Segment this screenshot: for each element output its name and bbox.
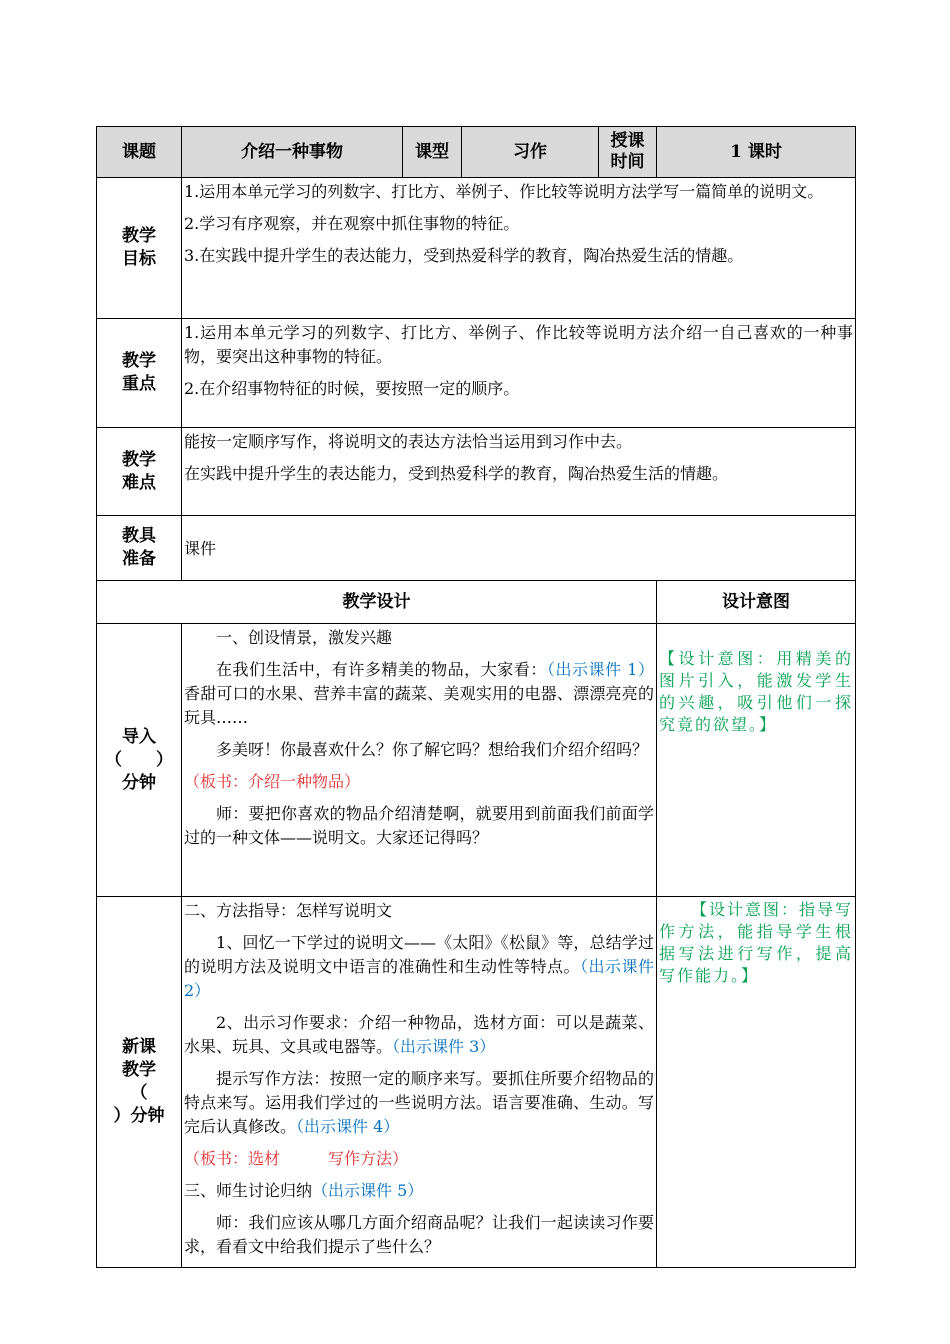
tools-label xyxy=(97,516,182,581)
lesson-plan-table xyxy=(96,126,856,1268)
intro-intent: 【设计意图：用精美的图片引入，能激发学生的兴趣，吸引他们一探究竟的欲望。】 xyxy=(657,624,856,897)
intro-label-2: （ ） xyxy=(105,749,173,770)
goals-label-2: 目标 xyxy=(122,249,156,269)
new-lesson-board-note: （板书：选材 写作方法） xyxy=(184,1149,409,1168)
intro-content xyxy=(182,624,657,897)
new-lesson-label xyxy=(97,897,182,1268)
difficulty-item: 在实践中提升学生的表达能力，受到热爱科学的教育，陶冶热爱生活的情趣。 xyxy=(184,464,729,483)
topic-label: 课题 xyxy=(97,127,182,178)
difficulties-content xyxy=(182,428,856,516)
difficulty-item: 能按一定顺序写作，将说明文的表达方法恰当运用到习作中去。 xyxy=(184,432,633,451)
goals-row xyxy=(97,178,856,319)
new-lesson-content xyxy=(182,897,657,1268)
key-points-label-1: 教学 xyxy=(122,351,156,371)
key-points-label xyxy=(97,319,182,428)
intro-board-note: （板书：介绍一种物品） xyxy=(184,772,361,791)
new-lesson-paragraph-1 xyxy=(184,931,654,1003)
new-lesson-paragraph-3 xyxy=(184,1067,654,1139)
courseware-ref: （出示课件 1） xyxy=(546,660,654,679)
intro-heading: 一、创设情景，激发兴趣 xyxy=(216,628,393,647)
intro-paragraph-2: 多美呀！你最喜欢什么？你了解它吗？想给我们介绍介绍吗？ xyxy=(216,740,649,759)
new-lesson-p3-text: 提示写作方法：按照一定的顺序来写。要抓住所要介绍物品的特点来写。运用我们学过的一些说明方法。语言要准确、生动。写完后认真修改。 xyxy=(184,1069,654,1136)
new-lesson-row xyxy=(97,897,856,1268)
goal-item: 1.运用本单元学习的列数字、打比方、举例子、作比较等说明方法学写一篇简单的说明文。 xyxy=(184,182,824,201)
time-label xyxy=(599,127,657,178)
new-lesson-heading: 二、方法指导：怎样写说明文 xyxy=(184,901,393,920)
topic-value: 介绍一种事物 xyxy=(182,127,403,178)
intro-label-3: 分钟 xyxy=(122,772,156,793)
new-lesson-p1-text: 1、回忆一下学过的说明文——《太阳》《松鼠》等，总结学过的说明方法及说明文中语言的准确性和生动性等特点。 xyxy=(184,933,654,976)
lesson-plan xyxy=(96,126,855,1268)
intro-row xyxy=(97,624,856,897)
courseware-ref: （出示课件 3） xyxy=(392,1037,496,1056)
new-lesson-heading-3 xyxy=(184,1179,654,1203)
time-label-line-1: 授课 xyxy=(610,131,645,151)
new-lesson-paragraph-4: 师：我们应该从哪几方面介绍商品呢？让我们一起读读习作要求，看看文中给我们提示了些什么？ xyxy=(184,1213,654,1256)
intro-p1-text: 在我们生活中，有许多精美的物品，大家看： xyxy=(216,660,547,679)
tools-value: 课件 xyxy=(182,516,856,581)
difficulties-row xyxy=(97,428,856,516)
time-label-line-2: 时间 xyxy=(610,152,645,172)
difficulties-label xyxy=(97,428,182,516)
key-points-label-2: 重点 xyxy=(122,374,156,394)
courseware-ref: （出示课件 4） xyxy=(296,1117,400,1136)
new-lesson-paragraph-2 xyxy=(184,1011,654,1059)
new-lesson-p2-text: 2、出示习作要求：介绍一种物品，选材方面：可以是蔬菜、水果、玩具、文具或电器等。 xyxy=(184,1013,654,1056)
new-lesson-label-3: （ xyxy=(130,1083,148,1103)
time-value: 1 课时 xyxy=(657,127,856,178)
goals-label xyxy=(97,178,182,319)
tools-label-1: 教具 xyxy=(122,526,156,546)
header-row xyxy=(97,127,856,178)
design-heading: 教学设计 xyxy=(97,581,657,624)
intro-label-1: 导入 xyxy=(122,726,156,747)
goals-content xyxy=(182,178,856,319)
key-point-item: 2.在介绍事物特征的时候，要按照一定的顺序。 xyxy=(184,379,520,398)
new-lesson-label-2: 教学 xyxy=(122,1060,156,1080)
goal-item: 3.在实践中提升学生的表达能力，受到热爱科学的教育，陶冶热爱生活的情趣。 xyxy=(184,246,744,265)
intro-paragraph-3: 师：要把你喜欢的物品介绍清楚啊，就要用到前面我们前面学过的一种文体——说明文。大家还记得吗？ xyxy=(184,804,654,847)
difficulties-label-1: 教学 xyxy=(122,449,156,470)
intent-heading: 设计意图 xyxy=(657,581,856,624)
new-lesson-label-4: ）分钟 xyxy=(113,1106,165,1126)
tools-row xyxy=(97,516,856,581)
key-points-content xyxy=(182,319,856,428)
tools-label-2: 准备 xyxy=(122,549,156,569)
new-lesson-heading-3-text: 三、师生讨论归纳 xyxy=(184,1181,313,1200)
intro-label xyxy=(97,624,182,897)
goals-label-1: 教学 xyxy=(122,226,156,246)
courseware-ref: （出示课件 2） xyxy=(184,957,654,1000)
goal-item: 2.学习有序观察，并在观察中抓住事物的特征。 xyxy=(184,214,520,233)
intro-p1-text-2: 香甜可口的水果、营养丰富的蔬菜、美观实用的电器、漂漂亮亮的玩具…… xyxy=(184,684,654,727)
new-lesson-intent: 【设计意图：指导写作方法，能指导学生根据写法进行写作，提高写作能力。】 xyxy=(657,897,856,1268)
courseware-ref: （出示课件 5） xyxy=(312,1181,424,1200)
type-label: 课型 xyxy=(403,127,462,178)
type-value: 习作 xyxy=(462,127,599,178)
key-point-item: 1.运用本单元学习的列数字、打比方、举例子、作比较等说明方法介绍一自己喜欢的一种事物，要突出这种事物的特征。 xyxy=(184,323,853,366)
intro-paragraph-1 xyxy=(184,658,654,730)
key-points-row xyxy=(97,319,856,428)
design-header-row xyxy=(97,581,856,624)
new-lesson-label-1: 新课 xyxy=(122,1037,156,1057)
difficulties-label-2: 难点 xyxy=(122,472,156,493)
